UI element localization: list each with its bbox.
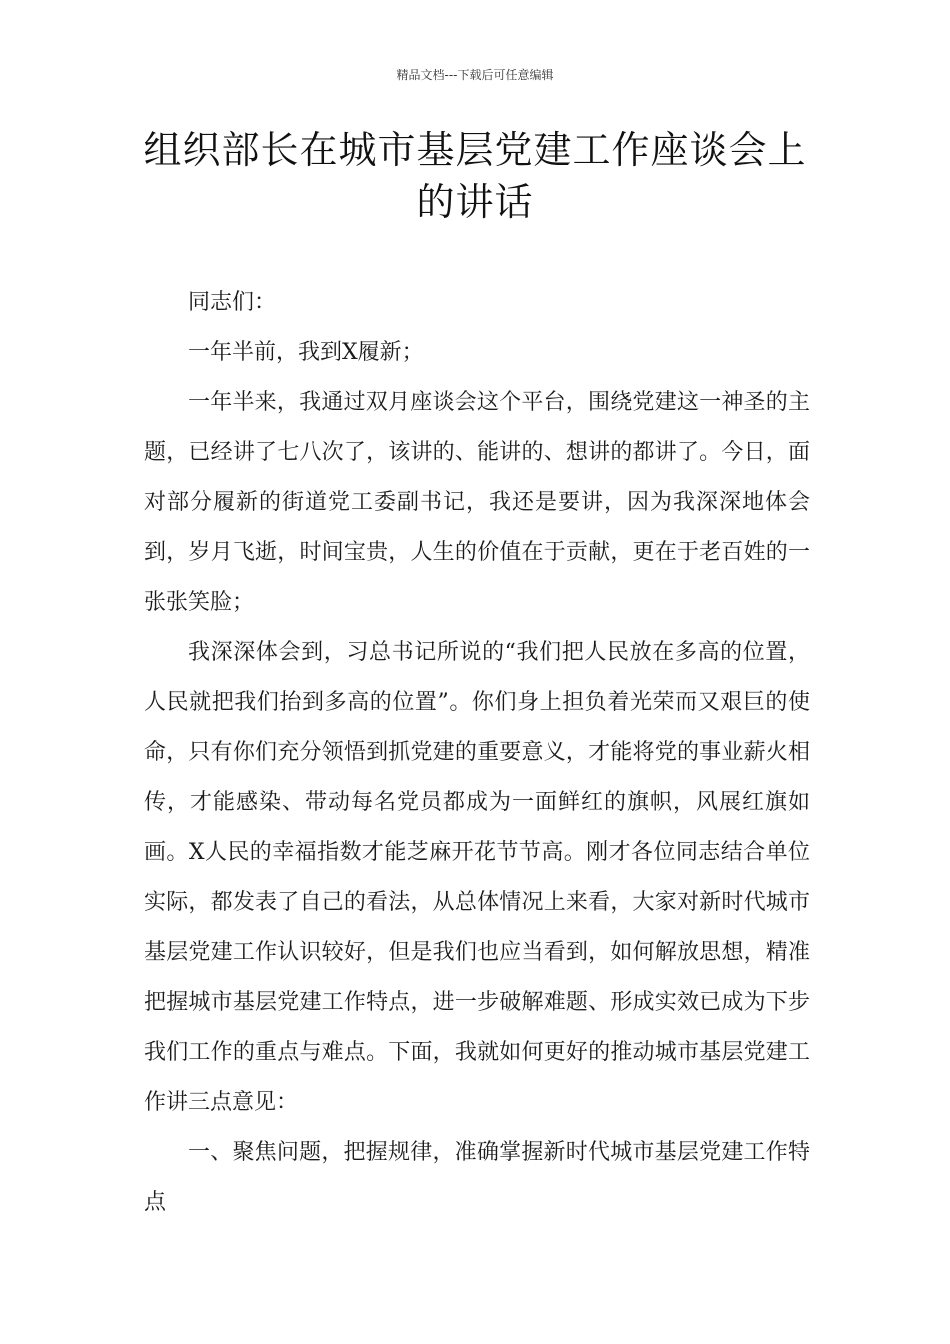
header-note: 精品文档---下载后可任意编辑 <box>396 68 554 82</box>
paragraph: 一年半前，我到X履新； <box>188 340 424 365</box>
document-body <box>144 278 810 1228</box>
paragraph-salutation: 同志们： <box>188 290 277 315</box>
paragraph: 一年半来，我通过双月座谈会这个平台，围绕党建这一神圣的主题，已经讲了七八次了，该讲的、能讲的、想讲的都讲了。今日，面对部分履新的街道党工委副书记，我还是要讲，因为我深深地体会到，岁月飞逝，时间宝贵，人生的价值在于贡献，更在于老百姓的一张张笑脸； <box>144 390 810 615</box>
section-heading: 一、聚焦问题，把握规律，准确掌握新时代城市基层党建工作特点 <box>144 1140 810 1215</box>
paragraph: 我深深体会到，习总书记所说的“我们把人民放在多高的位置，人民就把我们抬到多高的位置”。你们身上担负着光荣而又艰巨的使命，只有你们充分领悟到抓党建的重要意义，才能将党的事业薪火相传，才能感染、带动每名党员都成为一面鲜红的旗帜，风展红旗如画。X人民的幸福指数才能芝麻开花节节高。刚才各位同志结合单位实际，都发表了自己的看法，从总体情况上来看，大家对新时代城市基层党建工作认识较好，但是我们也应当看到，如何解放思想，精准把握城市基层党建工作特点，进一步破解难题、形成实效已成为下步我们工作的重点与难点。下面，我就如何更好的推动城市基层党建工作讲三点意见： <box>144 640 810 1115</box>
document-title: 组织部长在城市基层党建工作座谈会上的讲话 <box>143 128 807 224</box>
